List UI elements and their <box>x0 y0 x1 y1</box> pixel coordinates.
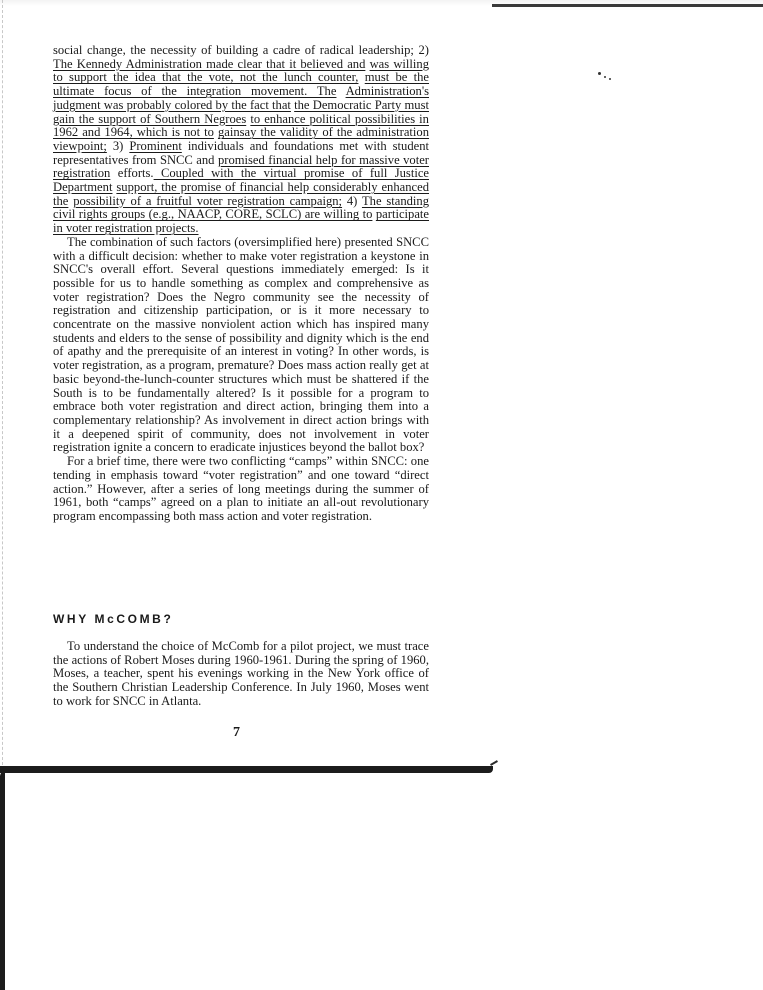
underlined-segment: civil rights groups (e.g., NAACP, CORE, SCLC) are willing to <box>53 207 373 222</box>
text-segment: 2) <box>418 43 429 57</box>
scan-top-rule <box>492 4 763 7</box>
bottom-border-tail <box>490 760 498 766</box>
underlined-segment: possibility of a fruitful voter registration campaign; <box>73 193 343 208</box>
underlined-segment: promised financial help for massive voter registration <box>53 152 429 181</box>
paragraph-2: The combination of such factors (oversimplified here) presented SNCC with a difficult decision: whether to make voter registration a keystone in SNCC's overall effort. Several questions immediately emerged: Is it possible for us to handle something as complex and comprehensive as voter registration? Does the Negro community see the necessity of registration and citizenship participation, or is it more necessary to concentrate on the massive nonviolent action which has inspired many students and elders to the sense of possibility and dignity which is the end of apathy and the prerequisite of an interest in voting? In other words, is voter registration, as a program, premature? Does mass action really get at basic beyond-the-lunch-counter structures which must be shattered if the South is to be fundamentally altered? Is it possible for a program to embrace both voter registration and direct action, bringing them into a complementary relationship? As involvement in direct action brings with it a deepened spirit of community, does not involvement in voter registration ignite a concern to eradicate injustices beyond the ballot box? <box>53 234 429 455</box>
underlined-segment: was willing to support the idea that the vote, not the lunch counter, <box>53 56 429 85</box>
paragraph-4: To understand the choice of McComb for a pilot project, we must trace the actions of Robert Moses during 1960-1961. During the spring of 1960, Moses, a teacher, spent his evenings working in the New York office of the Southern Christian Leadership Conference. In July 1960, Moses went to work for SNCC in Atlanta. <box>53 639 429 708</box>
text-segment: efforts. <box>117 166 154 181</box>
text-segment: social change, the necessity of building a cadre of radical leadership; <box>53 43 414 57</box>
underlined-segment: must be the ultimate focus of the integration movement. The <box>53 70 430 99</box>
underlined-segment: to enhance political possibilities in 1962 and 1964, which is not to <box>53 111 429 140</box>
left-border-bottom <box>0 771 5 990</box>
section-heading: WHY McCOMB? <box>53 612 174 626</box>
scan-speck <box>604 76 606 78</box>
bottom-border-rule <box>0 766 493 773</box>
text-segment: SNCC and <box>159 152 218 167</box>
scan-speck <box>609 78 611 80</box>
underlined-segment: Coupled with the virtual promise of full Justice Department <box>53 166 430 195</box>
underlined-segment: The Kennedy Administration made clear that it believed and <box>53 56 366 71</box>
underlined-segment: the Democratic Party must gain the support of Southern Negroes <box>53 97 429 126</box>
underlined-segment: gainsay the validity of the administration viewpoint; <box>53 125 430 153</box>
underlined-segment: Prominent <box>129 138 182 153</box>
text-segment: individuals and foundations met with student representatives from <box>53 138 429 167</box>
scan-speck <box>598 72 601 75</box>
underlined-segment: support, the promise of financial help considerably enhanced the <box>53 180 430 208</box>
document-body-continued <box>53 640 429 709</box>
paragraph-1 <box>53 44 429 236</box>
underlined-segment: Administration's judgment was probably colored by the fact that <box>53 84 429 112</box>
left-gutter-line <box>2 0 4 780</box>
text-segment: 4) <box>342 193 362 208</box>
document-body <box>53 44 429 524</box>
underlined-segment: The standing <box>361 193 430 208</box>
page-number: 7 <box>233 725 240 740</box>
underlined-segment: participate in voter registration projects. <box>53 207 430 236</box>
text-segment: 3) <box>106 138 130 153</box>
paragraph-3: For a brief time, there were two conflicting “camps” within SNCC: one tending in emphasis toward “voter registration” and one toward “direct action.” However, after a series of long meetings during the summer of 1961, both “camps” agreed on a plan to initiate an all-out revolutionary program encompassing both mass action and voter registration. <box>53 454 429 523</box>
